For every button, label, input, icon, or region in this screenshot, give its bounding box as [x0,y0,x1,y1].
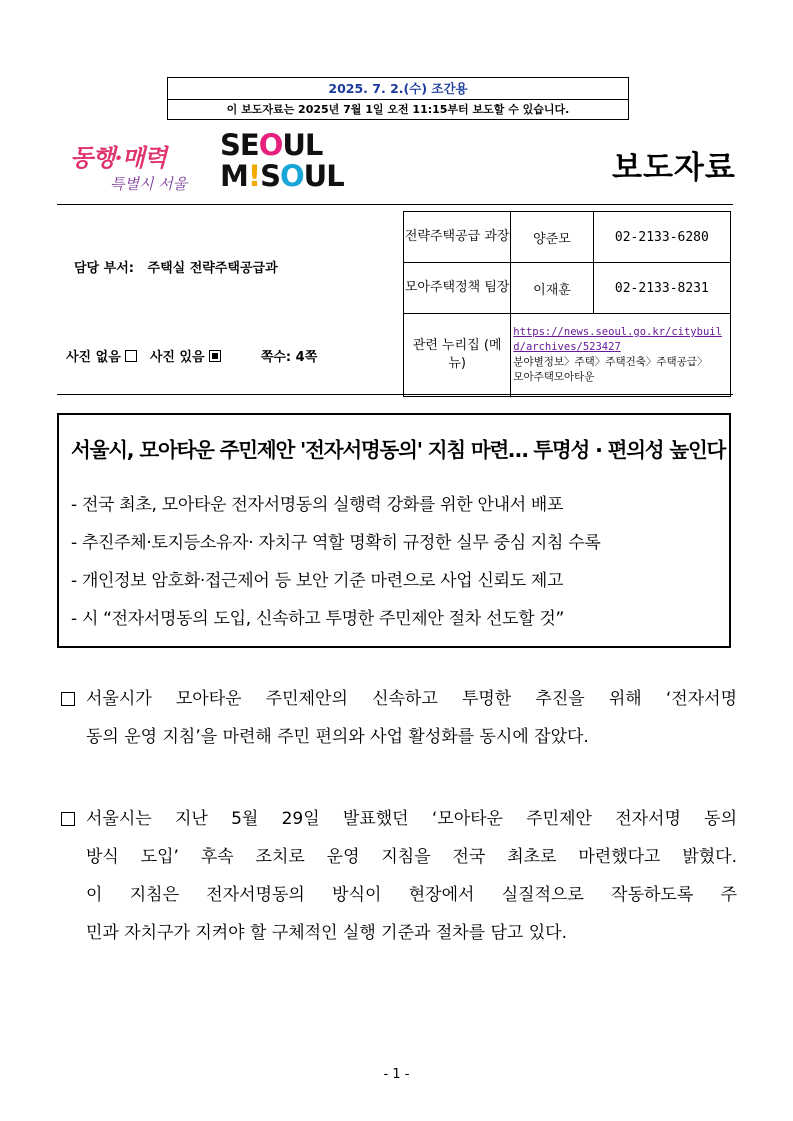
logo-text: M [220,159,248,193]
logo-o-smile: O [279,159,304,193]
seoul-slogan-logo [70,138,190,193]
menu-links [511,314,731,397]
contact-row [404,263,731,314]
dept-value: 주택실 전략주택공급과 [147,261,278,276]
paragraph-line: 서울시가 모아타운 주민제안의 신속하고 투명한 추진을 위해 ‘전자서명 [86,689,737,709]
paragraph-line: 서울시는 지난 5월 29일 발표했던 ‘모아타운 주민제안 전자서명 동의 [86,809,737,829]
contact-row [404,212,731,263]
menu-title: 관련 누리집 (메뉴) [404,314,511,397]
contact-title: 전략주택공급 과장 [404,212,511,263]
contact-name: 양준모 [511,212,593,263]
embargo-notice: 이 보도자료는 2025년 7월 1일 오전 11:15부터 보도할 수 있습니다. [226,103,570,116]
menu-path-2: 모아주택모아타운 [513,371,595,383]
header-divider-top [57,204,733,205]
checkbox-empty-icon [125,350,137,362]
menu-row [404,314,731,397]
body-paragraph-1 [57,680,737,756]
bullet-square-icon [61,692,75,706]
photo-none-label: 사진 없음 [66,350,121,365]
photo-info [66,346,317,365]
checkbox-filled-icon [209,350,221,362]
headline-bullet: - 전국 최초, 모아타운 전자서명동의 실행력 강화를 위한 안내서 배포 [71,495,564,515]
headline-bullet: - 시 “전자서명동의 도입, 신속하고 투명한 주민제안 절차 선도할 것” [71,609,565,629]
slogan-line-1: 동행·매력 [70,143,167,172]
logo-text: SE [220,128,259,162]
embargo-date: 2025. 7. 2.(수) 조간용 [168,78,628,100]
contact-table [403,211,731,397]
paragraph-line: 동의 운영 지침’을 마련해 주민 편의와 사업 활성화를 동시에 잡았다. [86,727,589,747]
logo-exclaim: ! [247,159,261,193]
page-number: - 1 - [383,1067,410,1082]
paragraph-line: 민과 자치구가 지켜야 할 구체적인 실행 기준과 절차를 담고 있다. [86,923,568,943]
contact-name: 이재훈 [511,263,593,314]
logo-text: UL [282,128,323,162]
dept-label: 담당 부서: [74,261,134,276]
department-info [74,257,278,276]
document-type-title: 보도자료 [612,150,736,186]
header-divider-bottom [57,394,733,395]
headline-bullet: - 개인정보 암호화·접근제어 등 보안 기준 마련으로 사업 신뢰도 제고 [71,571,564,591]
menu-path-1: 분야별정보〉주택〉주택건축〉주택공급〉 [513,356,708,368]
headline-box [57,413,731,648]
contact-phone: 02-2133-6280 [593,212,730,263]
logo-o-heart: O [258,128,283,162]
contact-title: 모아주택정책 팀장 [404,263,511,314]
seoul-my-soul-logo [220,128,344,196]
slogan-line-2: 특별시 서울 [110,175,188,193]
bullet-square-icon [61,812,75,826]
headline-title: 서울시, 모아타운 주민제안 '전자서명동의' 지침 마련… 투명성 · 편의성 높인다 [71,438,726,462]
body-paragraph-2 [57,800,737,952]
logo-text: UL [303,159,344,193]
logo-text: S [260,159,280,193]
contact-phone: 02-2133-8231 [593,263,730,314]
news-link[interactable]: https://news.seoul.go.kr/citybuild/archives/523427 [513,326,722,353]
paragraph-line: 이 지침은 전자서명동의 방식이 현장에서 실질적으로 작동하도록 주 [86,885,737,905]
embargo-box [167,77,629,120]
paragraph-line: 방식 도입’ 후속 조치로 운영 지침을 전국 최초로 마련했다고 밝혔다. [86,847,737,867]
headline-bullet: - 추진주체·토지등소유자· 자치구 역할 명확히 규정한 실무 중심 지침 수록 [71,533,601,553]
page-count: 쪽수: 4쪽 [260,350,318,365]
photo-yes-label: 사진 있음 [149,350,205,365]
